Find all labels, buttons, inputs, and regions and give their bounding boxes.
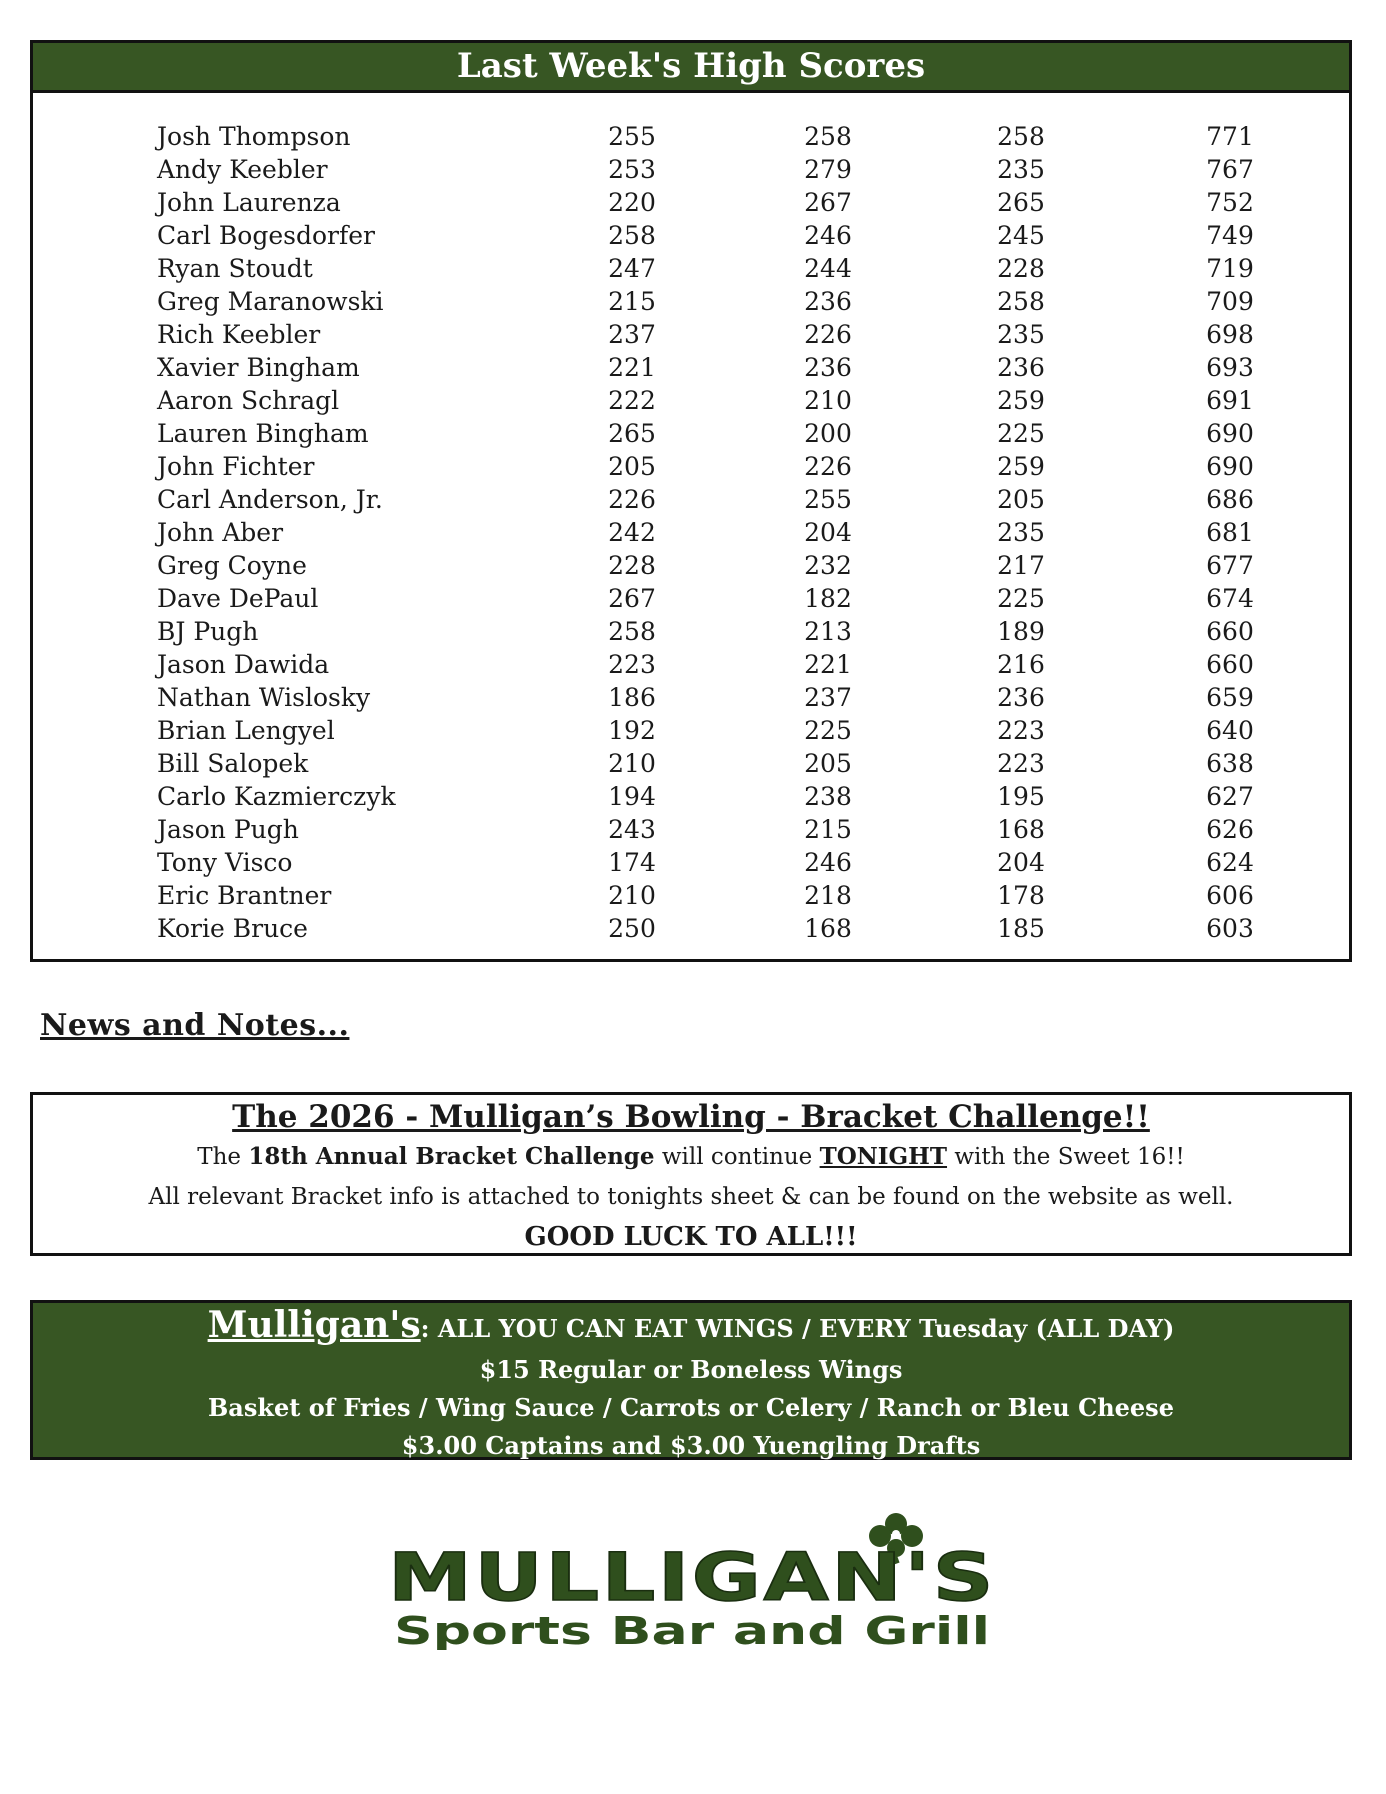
player-name: Ryan Stoudt [157, 254, 313, 283]
player-name: John Fichter [157, 452, 315, 481]
bracket-line-2: All relevant Bracket info is attached to tonights sheet & can be found on the website as well. [148, 1184, 1234, 1210]
player-name: Bill Salopek [157, 749, 309, 778]
game-2-score: 238 [804, 782, 852, 811]
high-scores-panel [30, 40, 1352, 962]
bracket-line-1-tonight: TONIGHT [819, 1143, 948, 1170]
score-row [33, 780, 1349, 813]
score-row [33, 747, 1349, 780]
series-total: 686 [1206, 485, 1254, 514]
game-2-score: 210 [804, 386, 852, 415]
score-row [33, 219, 1349, 252]
logo-wordmark: MULLIGAN'S [388, 1539, 996, 1616]
series-total: 674 [1206, 584, 1254, 613]
wings-line-2: $15 Regular or Boneless Wings [479, 1355, 903, 1384]
score-row [33, 516, 1349, 549]
wings-brand: Mulligan's [207, 1304, 421, 1346]
series-total: 626 [1206, 815, 1254, 844]
game-3-score: 259 [997, 386, 1045, 415]
series-total: 698 [1206, 320, 1254, 349]
game-2-score: 221 [804, 650, 852, 679]
score-row [33, 879, 1349, 912]
mulligans-logo-graphic [382, 1504, 1002, 1650]
score-row [33, 582, 1349, 615]
game-2-score: 244 [804, 254, 852, 283]
game-3-score: 228 [997, 254, 1045, 283]
game-3-score: 223 [997, 716, 1045, 745]
series-total: 767 [1206, 155, 1254, 184]
player-name: Tony Visco [157, 848, 293, 877]
game-2-score: 213 [804, 617, 852, 646]
game-2-score: 246 [804, 221, 852, 250]
game-2-score: 236 [804, 353, 852, 382]
game-3-score: 235 [997, 155, 1045, 184]
game-1-score: 253 [608, 155, 656, 184]
game-3-score: 223 [997, 749, 1045, 778]
game-1-score: 237 [608, 320, 656, 349]
score-row [33, 384, 1349, 417]
game-1-score: 210 [608, 881, 656, 910]
game-3-score: 225 [997, 584, 1045, 613]
player-name: Jason Pugh [157, 815, 299, 844]
game-3-score: 235 [997, 518, 1045, 547]
score-row [33, 912, 1349, 945]
wings-promo-panel [30, 1300, 1352, 1460]
game-1-score: 250 [608, 914, 656, 943]
game-1-score: 265 [608, 419, 656, 448]
game-3-score: 259 [997, 452, 1045, 481]
game-1-score: 205 [608, 452, 656, 481]
score-row [33, 813, 1349, 846]
score-row [33, 846, 1349, 879]
game-3-score: 205 [997, 485, 1045, 514]
news-heading: News and Notes... [40, 1008, 350, 1043]
game-1-score: 223 [608, 650, 656, 679]
game-1-score: 186 [608, 683, 656, 712]
logo-tagline: Sports Bar and Grill [394, 1609, 990, 1650]
score-row [33, 417, 1349, 450]
score-row [33, 351, 1349, 384]
series-total: 690 [1206, 419, 1254, 448]
wings-line-3: Basket of Fries / Wing Sauce / Carrots or Celery / Ranch or Bleu Cheese [208, 1393, 1174, 1422]
game-3-score: 236 [997, 353, 1045, 382]
high-scores-title: Last Week's High Scores [33, 43, 1349, 93]
game-1-score: 194 [608, 782, 656, 811]
game-1-score: 226 [608, 485, 656, 514]
bracket-line-1 [33, 1137, 1349, 1177]
player-name: Greg Maranowski [157, 287, 384, 316]
score-row [33, 252, 1349, 285]
player-name: BJ Pugh [157, 617, 259, 646]
score-row [33, 648, 1349, 681]
game-3-score: 204 [997, 848, 1045, 877]
game-2-score: 236 [804, 287, 852, 316]
player-name: Jason Dawida [157, 650, 330, 679]
player-name: Rich Keebler [157, 320, 321, 349]
score-row [33, 120, 1349, 153]
series-total: 719 [1206, 254, 1254, 283]
game-2-score: 168 [804, 914, 852, 943]
series-total: 749 [1206, 221, 1254, 250]
player-name: Josh Thompson [157, 122, 351, 151]
series-total: 638 [1206, 749, 1254, 778]
game-3-score: 217 [997, 551, 1045, 580]
game-2-score: 205 [804, 749, 852, 778]
bracket-line-1-mid: will continue [654, 1144, 820, 1170]
player-name: Carl Anderson, Jr. [157, 485, 383, 514]
game-3-score: 189 [997, 617, 1045, 646]
game-1-score: 243 [608, 815, 656, 844]
game-2-score: 204 [804, 518, 852, 547]
player-name: Aaron Schragl [157, 386, 340, 415]
score-row [33, 450, 1349, 483]
bracket-good-luck: GOOD LUCK TO ALL!!! [524, 1222, 858, 1252]
game-3-score: 225 [997, 419, 1045, 448]
wings-line-1-rest: : ALL YOU CAN EAT WINGS / EVERY Tuesday (ALL DAY) [420, 1314, 1175, 1343]
mulligans-logo [382, 1504, 1002, 1650]
game-3-score: 216 [997, 650, 1045, 679]
game-1-score: 228 [608, 551, 656, 580]
player-name: Brian Lengyel [157, 716, 335, 745]
score-row [33, 186, 1349, 219]
game-3-score: 235 [997, 320, 1045, 349]
score-row [33, 285, 1349, 318]
score-row [33, 615, 1349, 648]
series-total: 659 [1206, 683, 1254, 712]
game-3-score: 245 [997, 221, 1045, 250]
player-name: Xavier Bingham [157, 353, 360, 382]
game-1-score: 221 [608, 353, 656, 382]
game-1-score: 174 [608, 848, 656, 877]
series-total: 627 [1206, 782, 1254, 811]
series-total: 603 [1206, 914, 1254, 943]
game-2-score: 267 [804, 188, 852, 217]
game-2-score: 246 [804, 848, 852, 877]
game-1-score: 210 [608, 749, 656, 778]
series-total: 640 [1206, 716, 1254, 745]
game-2-score: 215 [804, 815, 852, 844]
game-2-score: 226 [804, 320, 852, 349]
game-2-score: 226 [804, 452, 852, 481]
score-row [33, 153, 1349, 186]
series-total: 690 [1206, 452, 1254, 481]
game-3-score: 185 [997, 914, 1045, 943]
game-3-score: 236 [997, 683, 1045, 712]
game-1-score: 220 [608, 188, 656, 217]
game-3-score: 258 [997, 287, 1045, 316]
game-3-score: 195 [997, 782, 1045, 811]
game-1-score: 258 [608, 221, 656, 250]
series-total: 771 [1206, 122, 1254, 151]
player-name: Andy Keebler [157, 155, 328, 184]
player-name: Carlo Kazmierczyk [157, 782, 396, 811]
player-name: Greg Coyne [157, 551, 307, 580]
player-name: Dave DePaul [157, 584, 319, 613]
series-total: 709 [1206, 287, 1254, 316]
game-2-score: 255 [804, 485, 852, 514]
game-2-score: 218 [804, 881, 852, 910]
series-total: 752 [1206, 188, 1254, 217]
player-name: Nathan Wislosky [157, 683, 371, 712]
series-total: 624 [1206, 848, 1254, 877]
series-total: 677 [1206, 551, 1254, 580]
high-scores-table [33, 120, 1349, 945]
game-3-score: 265 [997, 188, 1045, 217]
player-name: John Aber [157, 518, 284, 547]
series-total: 681 [1206, 518, 1254, 547]
game-2-score: 182 [804, 584, 852, 613]
game-2-score: 232 [804, 551, 852, 580]
wings-line-4: $3.00 Captains and $3.00 Yuengling Drafts [401, 1431, 981, 1460]
player-name: John Laurenza [157, 188, 341, 217]
game-1-score: 192 [608, 716, 656, 745]
series-total: 660 [1206, 650, 1254, 679]
game-1-score: 258 [608, 617, 656, 646]
game-3-score: 168 [997, 815, 1045, 844]
player-name: Carl Bogesdorfer [157, 221, 375, 250]
game-3-score: 178 [997, 881, 1045, 910]
wings-line-1 [33, 1303, 1349, 1351]
score-row [33, 483, 1349, 516]
game-1-score: 215 [608, 287, 656, 316]
score-row [33, 318, 1349, 351]
series-total: 691 [1206, 386, 1254, 415]
game-1-score: 267 [608, 584, 656, 613]
score-row [33, 549, 1349, 582]
game-2-score: 279 [804, 155, 852, 184]
game-2-score: 237 [804, 683, 852, 712]
game-1-score: 242 [608, 518, 656, 547]
game-1-score: 222 [608, 386, 656, 415]
bracket-line-1-post: with the Sweet 16!! [947, 1144, 1185, 1170]
player-name: Lauren Bingham [157, 419, 369, 448]
bracket-challenge-panel [30, 1092, 1352, 1256]
game-1-score: 255 [608, 122, 656, 151]
game-2-score: 200 [804, 419, 852, 448]
game-1-score: 247 [608, 254, 656, 283]
score-row [33, 681, 1349, 714]
game-3-score: 258 [997, 122, 1045, 151]
bracket-title: The 2026 - Mulligan’s Bowling - Bracket Challenge!! [232, 1099, 1150, 1135]
series-total: 693 [1206, 353, 1254, 382]
player-name: Korie Bruce [157, 914, 308, 943]
bracket-line-1-bold: 18th Annual Bracket Challenge [248, 1143, 655, 1170]
bracket-line-1-pre: The [197, 1144, 249, 1170]
player-name: Eric Brantner [157, 881, 332, 910]
game-2-score: 225 [804, 716, 852, 745]
game-2-score: 258 [804, 122, 852, 151]
score-row [33, 714, 1349, 747]
series-total: 660 [1206, 617, 1254, 646]
series-total: 606 [1206, 881, 1254, 910]
